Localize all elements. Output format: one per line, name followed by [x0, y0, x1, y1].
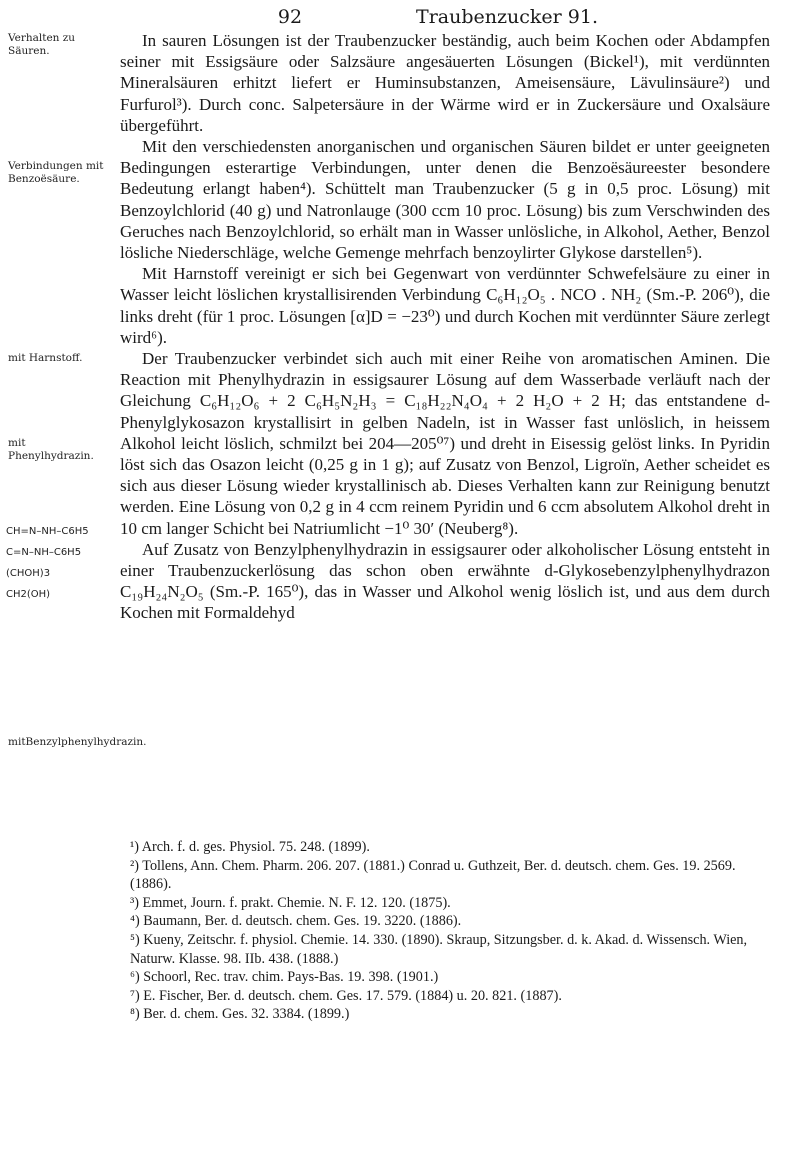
margin-note-urea: mit Harnstoff.: [8, 352, 83, 364]
margin-note-benzoic: Verbindungen mit Benzoësäure.: [8, 160, 104, 185]
footnote-1: ¹) Arch. f. d. ges. Physiol. 75. 248. (1899).: [130, 839, 370, 855]
footnote-5: ⁵) Kueny, Zeitschr. f. physiol. Chemie. 14. 330. (1890). Skraup, Sitzungsber. d. k. Akad. d. Wissensch. Wien, Naturw. Klasse. 98. IIb. 438. (1888.): [130, 931, 748, 967]
margin-note-acids: Verhalten zu Säuren.: [8, 32, 76, 57]
footnote-6: ⁶) Schoorl, Rec. trav. chim. Pays-Bas. 19. 398. (1901.): [130, 969, 439, 986]
margin-note-phenylhydrazine: mit Phenylhydrazin.: [8, 437, 94, 462]
formula-line: C=N–NH–C6H5: [6, 547, 82, 558]
footnotes: [120, 838, 770, 1024]
running-head: [230, 6, 700, 28]
formula-line: CH2(OH): [6, 589, 51, 600]
main-text: [120, 30, 770, 624]
footnote-8: ⁸) Ber. d. chem. Ges. 32. 3384. (1899.): [130, 1006, 350, 1023]
footnote-7: ⁷) E. Fischer, Ber. d. deutsch. chem. Ges. 17. 579. (1884) u. 20. 821. (1887).: [130, 987, 562, 1004]
paragraph-phenylhydrazine: Der Traubenzucker verbindet sich auch mit einer Reihe von aromatischen Aminen. Die Reaction mit Phenylhydrazin in essigsaurer Lösung auf dem Wasserbade verläuft nach der Gleichung C₆H₁₂O₆ + 2 C₆H₅N₂H₃ = C₁₈H₂₂N₄O₄ + 2 H₂O + 2 H; das entstandene d-Phenylglykosazon krystallisirt in gelben Nadeln, ist in Wasser fast unlöslich, in heissem Alkohol leicht löslich, schmilzt bei 204—205⁰⁷) und dreht in Eisessig gelöst links. In Pyridin löst sich das Osazon leicht (0,25 g in 1 g); auf Zusatz von Benzol, Ligroïn, Aether scheidet es sich aus dieser Lösung wieder krystallinisch ab. Dieses Verhalten kann zur Reinigung benutzt werden. Eine Lösung von 0,2 g in 4 ccm reinem Pyridin und 6 ccm absolutem Alkohol dreht in 10 cm langer Schicht bei Natriumlicht −1⁰ 30′ (Neuberg⁸).: [120, 349, 770, 538]
osazone-structural-formula: [6, 521, 106, 605]
margin-note-benzylphenylhydrazine: mitBenzylphenylhydrazin.: [8, 736, 147, 748]
paragraph-acids: In sauren Lösungen ist der Traubenzucker beständig, auch beim Kochen oder Abdampfen seiner mit Essigsäure oder Salzsäure angesäuerten Lösungen (Bickel¹), mit verdünnten Mineralsäuren erhitzt liefert er Huminsubstanzen, Ameisensäure, Lävulinsäure²) und Furfurol³). Durch conc. Salpetersäure in der Wärme wird er in Zuckersäure und Oxalsäure übergeführt.: [120, 31, 770, 135]
paragraph-urea: Mit Harnstoff vereinigt er sich bei Gegenwart von verdünnter Schwefelsäure zu einer in Wasser leicht löslichen krystallisirenden Verbindung C₆H₁₂O₅ . NCO . NH₂ (Sm.-P. 206⁰), die links dreht (für 1 proc. Lösungen [α]D = −23⁰) und durch Kochen mit verdünnter Säure zerlegt wird⁶).: [120, 264, 770, 347]
page-number: 92: [277, 6, 303, 28]
footnote-3: ³) Emmet, Journ. f. prakt. Chemie. N. F. 12. 120. (1875).: [130, 894, 451, 911]
paragraph-benzoic-esters: Mit den verschiedensten anorganischen und organischen Säuren bildet er unter geeigneten Bedingungen esterartige Verbindungen, unter denen die Benzoësäureester besondere Bedeutung erlangt haben⁴). Schüttelt man Traubenzucker (5 g in 0,5 proc. Lösung) mit Benzoylchlorid (40 g) und Natronlauge (300 ccm 10 proc. Lösung) bis zum Verschwinden des Geruches nach Benzoylchlorid, so erhält man in Wasser unlösliche, in Alkohol, Aether, Benzol lösliche Niederschläge, welche Gemenge mehrfach benzoylirter Glykose darstellen⁵).: [120, 137, 770, 263]
paragraph-benzylphenylhydrazine: Auf Zusatz von Benzylphenylhydrazin in essigsaurer oder alkoholischer Lösung entsteht in einer Traubenzuckerlösung das schon oben erwähnte d-Glykosebenzylphenylhydrazon C₁₉H₂₄N₂O₅ (Sm.-P. 165⁰), das in Wasser und Alkohol wenig löslich ist, und aus dem durch Kochen mit Formaldehyd: [120, 539, 770, 623]
formula-line: (CHOH)3: [6, 568, 51, 579]
footnote-4: ⁴) Baumann, Ber. d. deutsch. chem. Ges. 19. 3220. (1886).: [130, 913, 462, 930]
footnote-2: ²) Tollens, Ann. Chem. Pharm. 206. 207. (1881.) Conrad u. Guthzeit, Ber. d. deutsch. chem. Ges. 19. 2569. (1886).: [130, 857, 736, 893]
formula-line: CH=N–NH–C6H5: [6, 526, 89, 537]
page-title: Traubenzucker 91.: [416, 6, 598, 28]
